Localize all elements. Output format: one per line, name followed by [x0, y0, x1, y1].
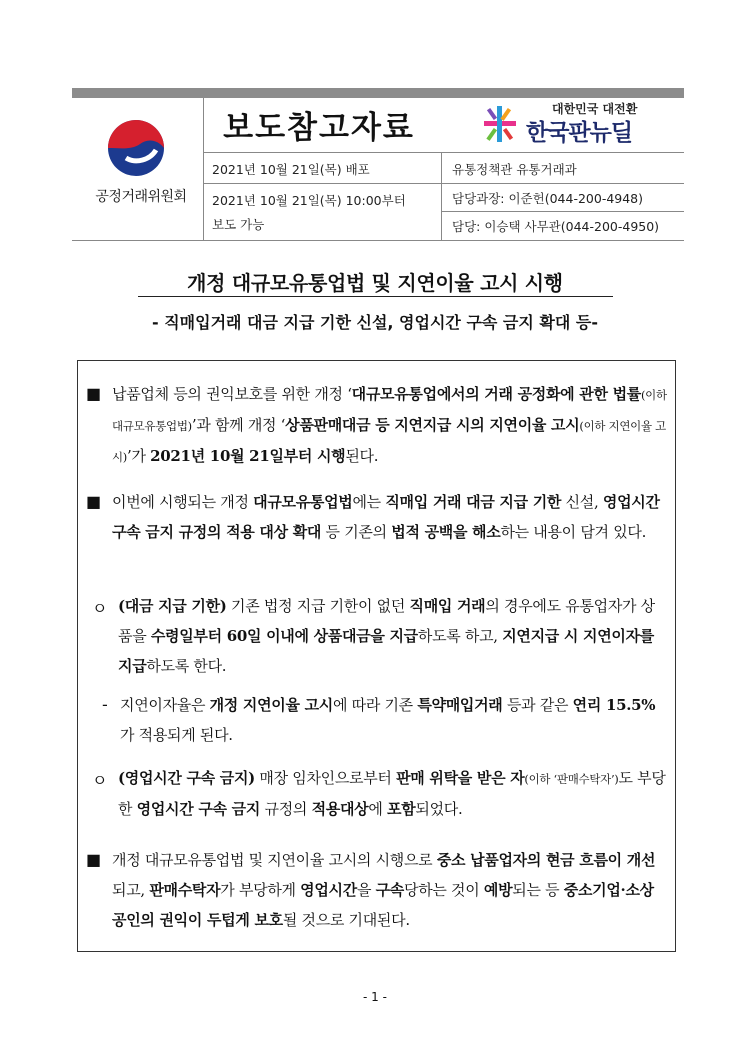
paragraph-3: (대금 지급 기한) 기존 법정 지급 기한이 없던 직매입 거래의 경우에도 유통업자가 상품을 수령일부터 60일 이내에 상품대금을 지급하도록 하고, 지연지급 시 지연이자를 지급하도록 한다.	[118, 597, 655, 675]
header-divider	[203, 98, 204, 240]
embargo-note: 보도 가능	[212, 217, 265, 232]
square-bullet: ■	[86, 384, 102, 403]
header-top-bar	[72, 88, 684, 98]
department: 유통정책관 유통거래과	[452, 162, 577, 177]
brand-subtitle: 대한민국 대전환	[552, 102, 638, 116]
dash-bullet: -	[102, 695, 108, 714]
paragraph-6: 개정 대규모유통업법 및 지연이율 고시의 시행으로 중소 납품업자의 현금 흐름이 개선되고, 판매수탁자가 부당하게 영업시간을 구속당하는 것이 예방되는 등 중소기업·소상공인의 권익이 두텁게 보호될 것으로 기대된다.	[112, 851, 656, 929]
document-type-title: 보도참고자료	[223, 110, 415, 146]
header-divider	[441, 211, 684, 212]
circle-bullet: ㅇ	[92, 771, 108, 790]
header-divider	[203, 152, 684, 153]
headline-underline	[138, 296, 613, 297]
paragraph-4: 지연이자율은 개정 지연이율 고시에 따라 기존 특약매입거래 등과 같은 연리 15.5%가 적용되게 된다.	[120, 696, 656, 744]
circle-bullet: ㅇ	[92, 599, 108, 618]
paragraph-1: 납품업체 등의 권익보호를 위한 개정 ‘대규모유통업에서의 거래 공정화에 관한 법률(이하 대규모유통업법)’과 함께 개정 ‘상품판매대금 등 지연지급 시의 지연이율 고시(이하 지연이율 고시)’가 2021년 10월 21일부터 시행된다.	[112, 385, 667, 465]
new-deal-logo-icon	[478, 104, 522, 144]
header-divider	[203, 183, 684, 184]
government-emblem-icon	[106, 118, 166, 178]
manager-contact: 담당과장: 이준헌(044-200-4948)	[452, 191, 644, 206]
subheadline: - 직매입거래 대금 지급 기한 신설, 영업시간 구속 금지 확대 등-	[151, 313, 598, 332]
org-name: 공정거래위원회	[95, 189, 187, 205]
paragraph-2: 이번에 시행되는 개정 대규모유통업법에는 직매입 거래 대금 지급 기한 신설, 영업시간 구속 금지 규정의 적용 대상 확대 등 기존의 법적 공백을 해소하는 내용이 담겨 있다.	[112, 493, 660, 541]
paragraph-5: (영업시간 구속 금지) 매장 임차인으로부터 판매 위탁을 받은 자(이하 ‘판매수탁자’)도 부당한 영업시간 구속 금지 규정의 적용대상에 포함되었다.	[118, 769, 666, 818]
headline: 개정 대규모유통업법 및 지연이율 고시 시행	[187, 271, 563, 295]
distribution-date: 2021년 10월 21일(목) 배포	[212, 162, 370, 177]
header-divider	[72, 240, 684, 241]
square-bullet: ■	[86, 850, 102, 869]
embargo-time: 2021년 10월 21일(목) 10:00부터	[212, 193, 406, 208]
staff-contact: 담당: 이승택 사무관(044-200-4950)	[452, 219, 660, 234]
header-divider	[441, 152, 442, 240]
square-bullet: ■	[86, 492, 102, 511]
brand-title: 한국판뉴딜	[526, 120, 633, 146]
page-number: - 1 -	[363, 990, 387, 1004]
